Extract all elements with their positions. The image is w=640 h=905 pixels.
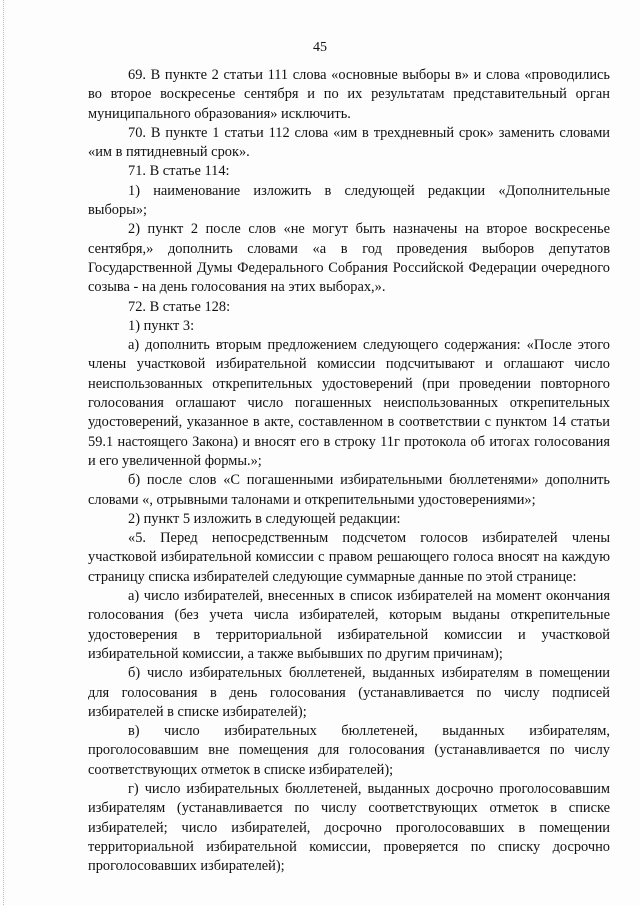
paragraph-quote-5v: в) число избирательных бюллетеней, выданных избирателям, проголосовавшим вне помещения для голосования (устанавливается по числу соответствующих отметок в списке избирателей);	[88, 723, 610, 778]
paragraph-quote-5g: г) число избирательных бюллетеней, выданных досрочно проголосовавшим избирателям (устанавливается по числу соответствующих отметок в списке избирателей; число избирателей, досрочно проголосовавших в помещении территориальной избирательной комиссии, проверяется по списку досрочно проголосовавших избирателей);	[88, 780, 610, 875]
paragraph-69: 69. В пункте 2 статьи 111 слова «основные выборы в» и слова «проводились во второе воскресенье сентября и по их результатам представительный орган муниципального образования» исключить.	[88, 67, 610, 122]
paragraph-70: 70. В пункте 1 статьи 112 слова «им в трехдневный срок» заменить словами «им в пятидневный срок».	[88, 124, 610, 161]
paragraph-72-item-1: 1) пункт 3:	[128, 317, 195, 334]
paragraph-72-item-1b: б) после слов «С погашенными избирательными бюллетенями» дополнить словами «, отрывными талонами и открепительными удостоверениями»;	[88, 472, 610, 508]
paragraph-71-heading: 71. В статье 114:	[128, 163, 230, 180]
page-number: 45	[313, 40, 327, 55]
scan-edge-line	[3, 0, 5, 905]
paragraph-71-item-1: 1) наименование изложить в следующей редакции «Дополнительные выборы»;	[88, 182, 610, 219]
paragraph-72-heading: 72. В статье 128:	[128, 298, 231, 315]
paragraph-72-item-2: 2) пункт 5 изложить в следующей редакции:	[128, 510, 401, 527]
document-body	[88, 66, 610, 876]
paragraph-72-item-1a: а) дополнить вторым предложением следующего содержания: «После этого члены участковой избирательной комиссии подсчитывают и оглашают число неиспользованных открепительных удостоверений (при проведении повторного голосования оглашают число погашенных неиспользованных открепительных удостоверений, указанное в акте, составленном в соответствии с пунктом 14 статьи 59.1 настоящего Закона) и вносят его в строку 11г протокола об итогах голосования и его увеличенной формы.»;	[88, 337, 610, 469]
paragraph-71-item-2: 2) пункт 2 после слов «не могут быть назначены на второе воскресенье сентября,» дополнить словами «а в год проведения выборов депутатов Государственной Думы Федерального Собрания Российской Федерации очередного созыва - на день голосования на этих выборах,».	[88, 221, 610, 296]
paragraph-quote-5: «5. Перед непосредственным подсчетом голосов избирателей члены участковой избирательной комиссии с правом решающего голоса вносят на каждую страницу списка избирателей следующие суммарные данные по этой странице:	[88, 530, 610, 585]
paragraph-quote-5b: б) число избирательных бюллетеней, выданных избирателям в помещении для голосования в день голосования (устанавливается по числу подписей избирателей в списке избирателей);	[88, 665, 610, 720]
paragraph-quote-5a: а) число избирателей, внесенных в список избирателей на момент окончания голосования (без учета числа избирателей, которым выданы открепительные удостоверения в территориальной избирательной комиссии и участковой избирательной комиссии, а также выбывших по другим причинам);	[88, 588, 610, 662]
